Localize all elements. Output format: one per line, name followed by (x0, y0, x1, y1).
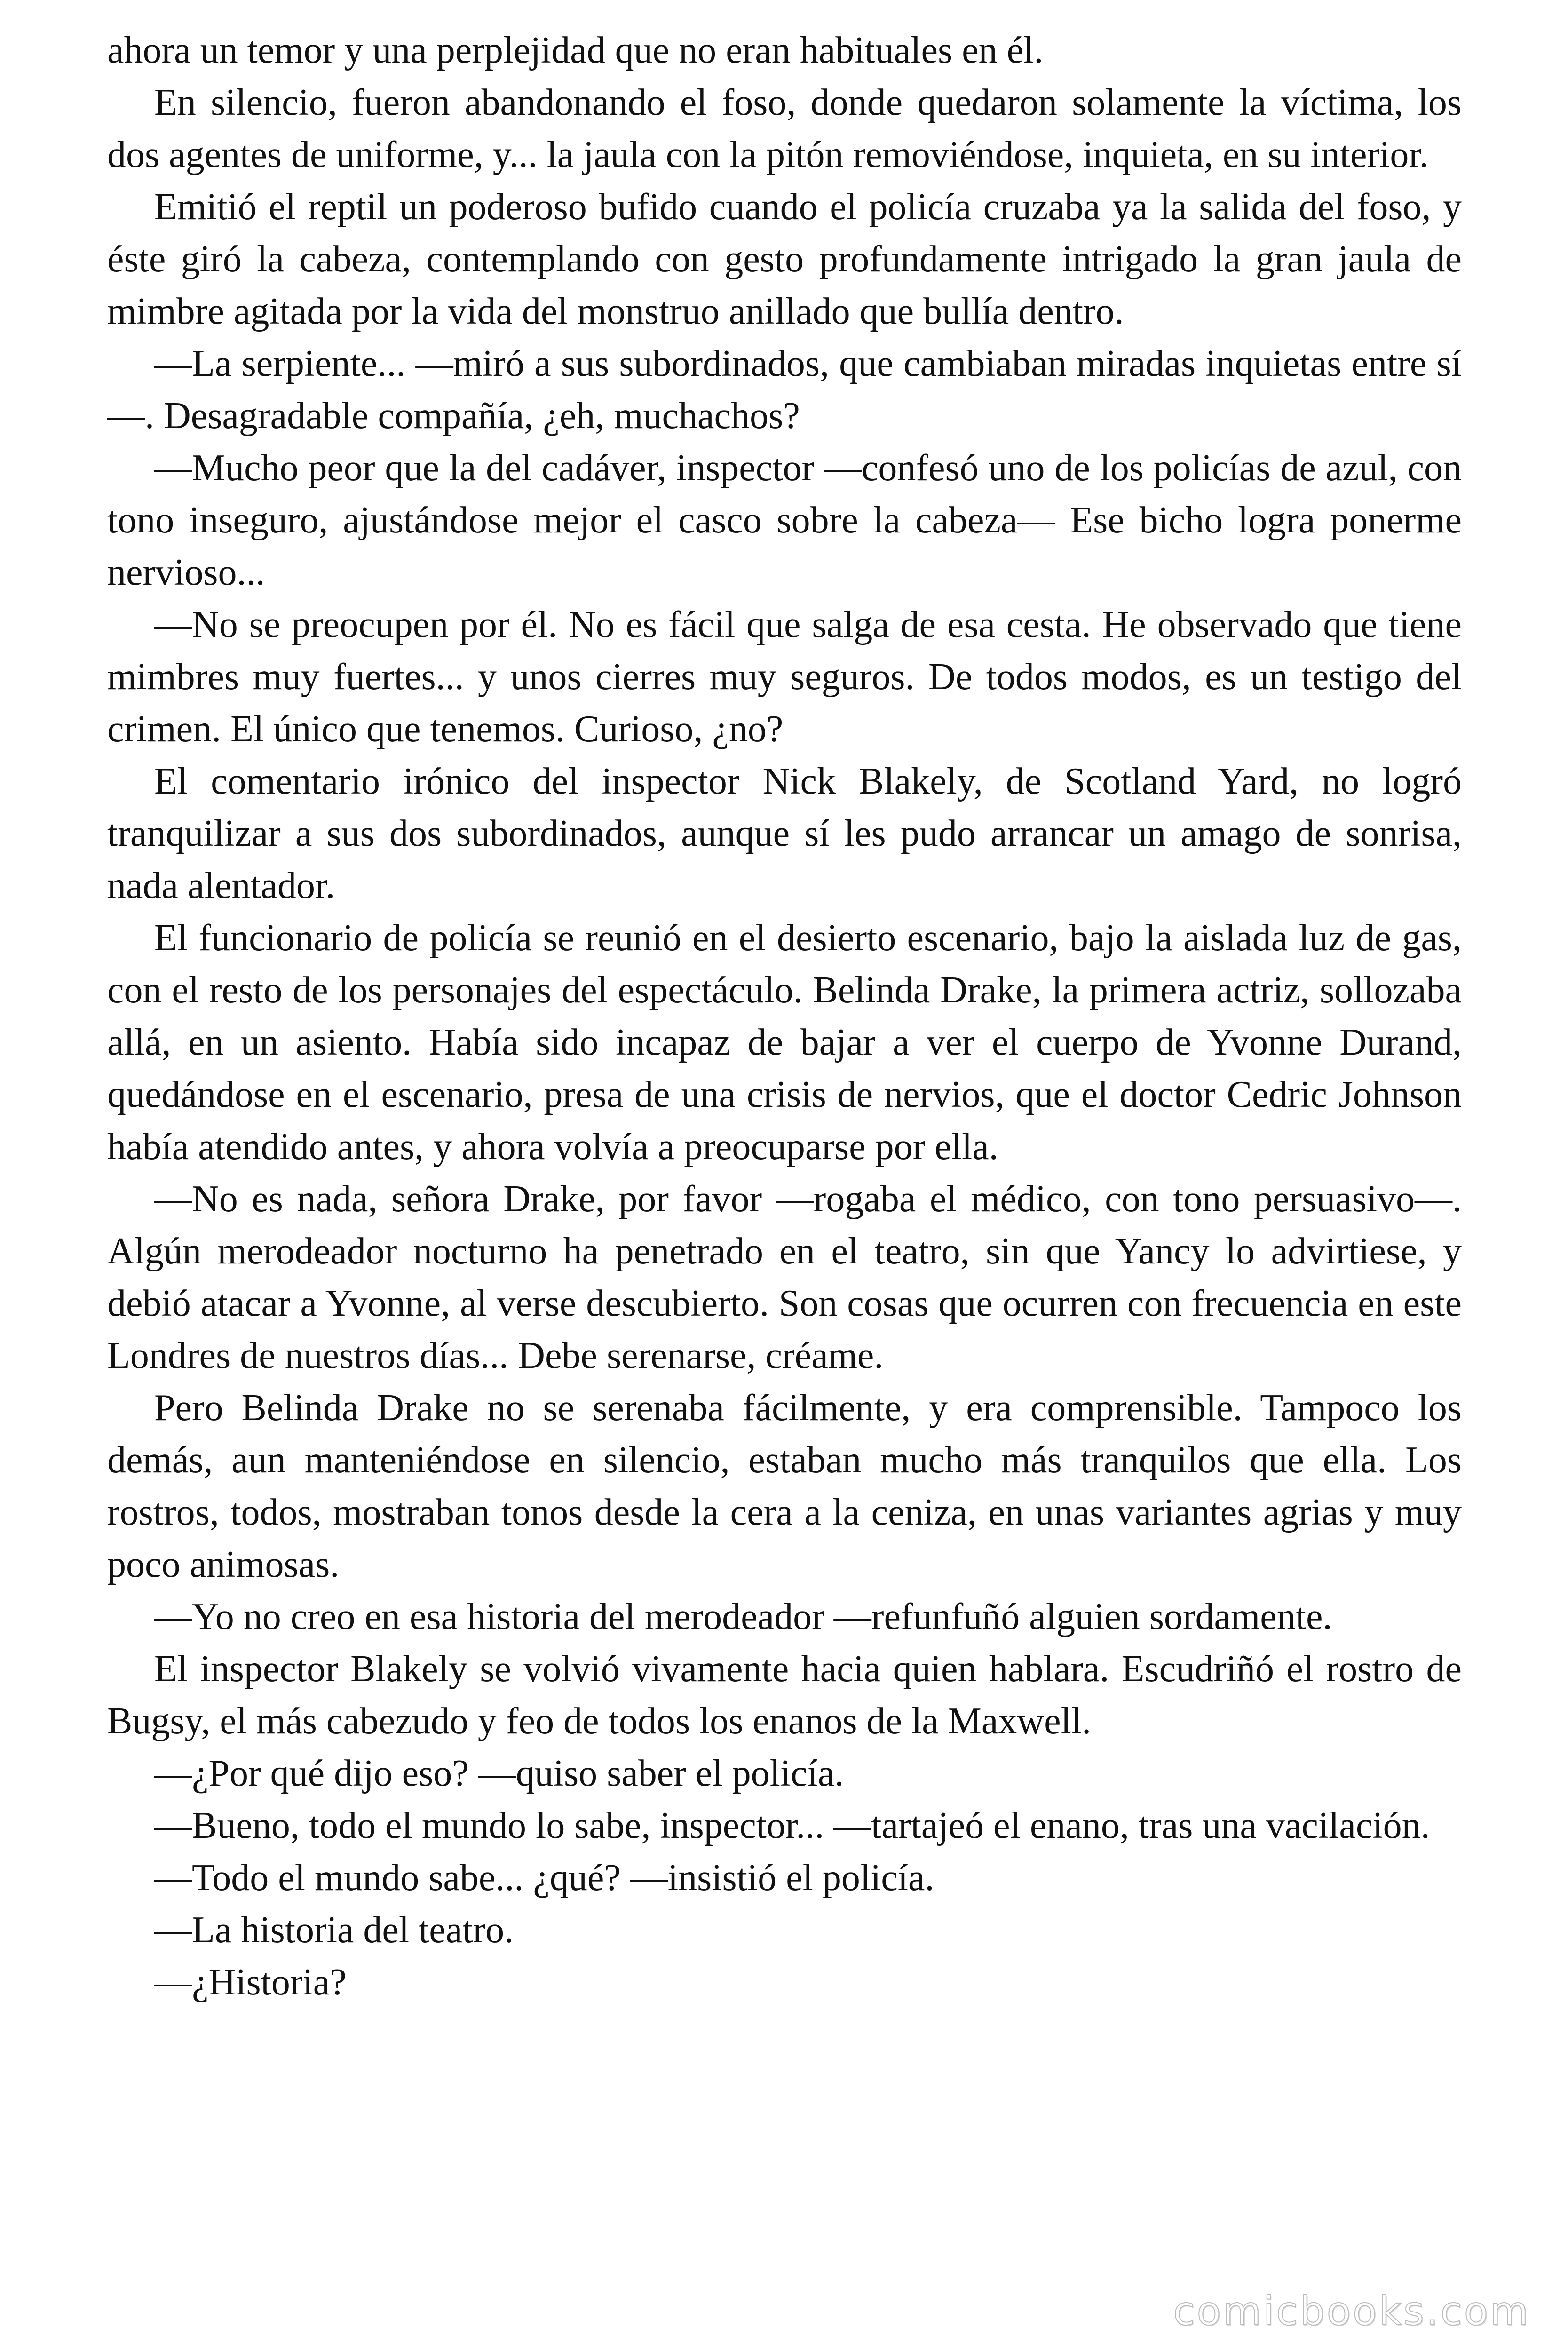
dialogue-paragraph: —Mucho peor que la del cadáver, inspector —confesó uno de los policías de azul, con tono inseguro, ajustándose mejor el casco sobre la cabeza— Ese bicho logra ponerme nervioso... (107, 447, 1462, 593)
dialogue-paragraph: —¿Por qué dijo eso? —quiso saber el policía. (154, 1753, 844, 1794)
watermark: comicbooks.com (1173, 2288, 1530, 2334)
paragraph: El comentario irónico del inspector Nick Blakely, de Scotland Yard, no logró tranquilizar a sus dos subordinados, aunque sí les pudo arrancar un amago de sonrisa, nada alentador. (107, 761, 1462, 906)
dialogue-paragraph: —No es nada, señora Drake, por favor —rogaba el médico, con tono persuasivo—. Algún merodeador nocturno ha penetrado en el teatro, sin que Yancy lo advirtiese, y debió atacar a Yvonne, al verse descubierto. Son cosas que ocurren con frecuencia en este Londres de nuestros días... Debe serenarse, créame. (107, 1178, 1462, 1376)
dialogue-paragraph: —Yo no creo en esa historia del merodeador —refunfuñó alguien sordamente. (154, 1596, 1332, 1637)
paragraph: El inspector Blakely se volvió vivamente hacia quien hablara. Escudriñó el rostro de Bugsy, el más cabezudo y feo de todos los enanos de la Maxwell. (107, 1648, 1462, 1742)
dialogue-paragraph: —¿Historia? (154, 1962, 347, 2003)
body-text (107, 24, 1462, 2009)
paragraph-continuation: ahora un temor y una perplejidad que no eran habituales en él. (107, 30, 1044, 71)
dialogue-paragraph: —La serpiente... —miró a sus subordinados, que cambiaban miradas inquietas entre sí—. Desagradable compañía, ¿eh, muchachos? (107, 343, 1462, 437)
paragraph: Emitió el reptil un poderoso bufido cuando el policía cruzaba ya la salida del foso, y éste giró la cabeza, contemplando con gesto profundamente intrigado la gran jaula de mimbre agitada por la vida del monstruo anillado que bullía dentro. (107, 186, 1462, 332)
dialogue-paragraph: —Todo el mundo sabe... ¿qué? —insistió el policía. (154, 1857, 934, 1899)
paragraph: En silencio, fueron abandonando el foso, donde quedaron solamente la víctima, los dos agentes de uniforme, y... la jaula con la pitón removiéndose, inquieta, en su interior. (107, 82, 1462, 175)
dialogue-paragraph: —Bueno, todo el mundo lo sabe, inspector... —tartajeó el enano, tras una vacilación. (154, 1805, 1430, 1846)
paragraph: Pero Belinda Drake no se serenaba fácilmente, y era comprensible. Tampoco los demás, aun manteniéndose en silencio, estaban mucho más tranquilos que ella. Los rostros, todos, mostraban tonos desde la cera a la ceniza, en unas variantes agrias y muy poco animosas. (107, 1387, 1462, 1585)
dialogue-paragraph: —No se preocupen por él. No es fácil que salga de esa cesta. He observado que tiene mimbres muy fuertes... y unos cierres muy seguros. De todos modos, es un testigo del crimen. El único que tenemos. Curioso, ¿no? (107, 604, 1462, 750)
dialogue-paragraph: —La historia del teatro. (154, 1909, 514, 1951)
paragraph: El funcionario de policía se reunió en el desierto escenario, bajo la aislada luz de gas, con el resto de los personajes del espectáculo. Belinda Drake, la primera actriz, sollozaba allá, en un asiento. Había sido incapaz de bajar a ver el cuerpo de Yvonne Durand, quedándose en el escenario, presa de una crisis de nervios, que el doctor Cedric Johnson había atendido antes, y ahora volvía a preocuparse por ella. (107, 917, 1462, 1168)
